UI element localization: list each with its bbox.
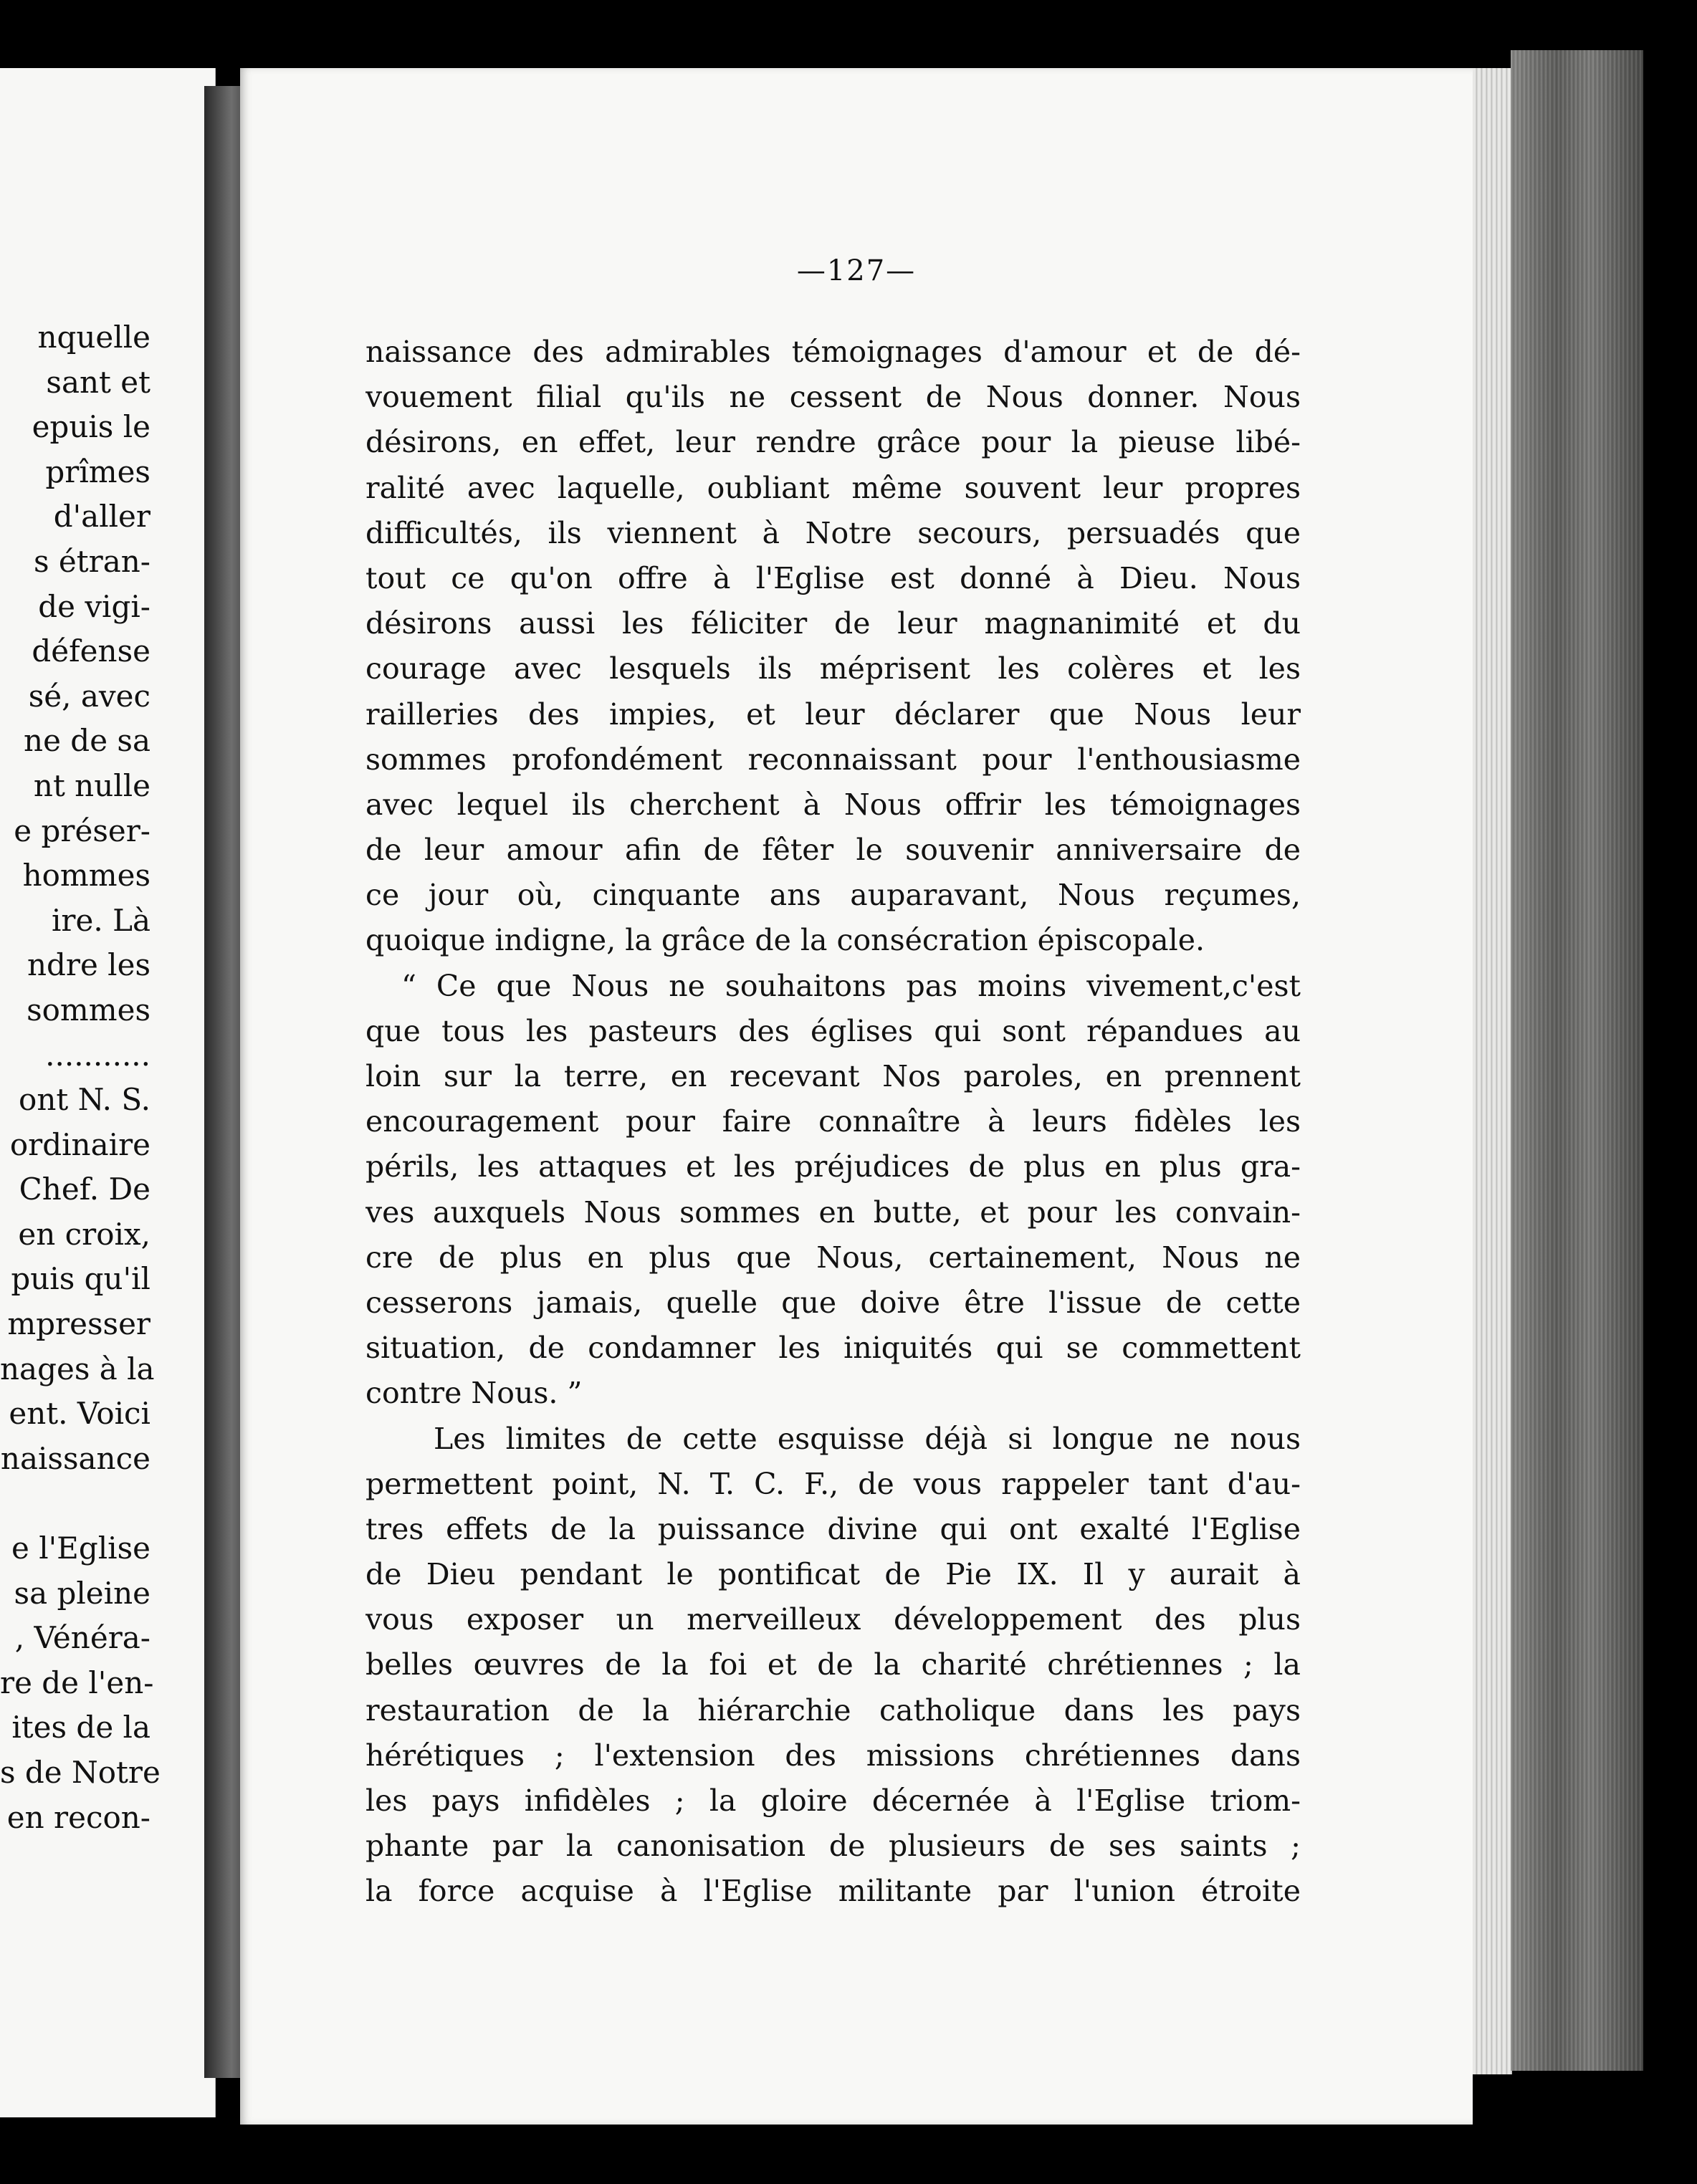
left-line: nages à la (0, 1351, 155, 1386)
left-line: ent. Voici (9, 1396, 150, 1432)
text-line: que tous les pasteurs des églises qui sont répandues au (365, 1013, 1301, 1048)
text-line: périls, les attaques et les préjudices de plus en plus gra- (365, 1149, 1301, 1184)
left-line: défense (32, 633, 150, 669)
text-line: de leur amour afin de fêter le souvenir anniversaire de (365, 833, 1301, 868)
text-line: désirons, en effet, leur rendre grâce pour la pieuse libé- (365, 425, 1301, 460)
text-line: loin sur la terre, en recevant Nos paroles, en prennent (365, 1059, 1301, 1093)
left-line: sant et (46, 364, 150, 400)
text-line: naissance des admirables témoignages d'amour et de dé- (365, 335, 1301, 369)
left-line: nquelle (37, 320, 150, 355)
left-line: en croix, (18, 1216, 150, 1252)
text-line: quoique indigne, la grâce de la consécration épiscopale. (365, 923, 1205, 958)
left-line: puis qu'il (11, 1261, 150, 1297)
left-line: ne de sa (24, 723, 150, 759)
left-line: s de Notre (0, 1755, 161, 1790)
main-page (240, 68, 1473, 2125)
text-line: “ Ce que Nous ne souhaitons pas moins vivement,c'est (401, 968, 1301, 1003)
left-line: hommes (22, 858, 150, 894)
text-line: désirons aussi les féliciter de leur magnanimité et du (365, 606, 1301, 641)
text-line: encouragement pour faire connaître à leurs fidèles les (365, 1104, 1301, 1139)
left-line: e préser- (14, 813, 150, 848)
left-line: s étran- (34, 543, 150, 579)
left-line: de vigi- (38, 588, 150, 624)
left-line: sé, avec (28, 678, 150, 714)
page-number: —127— (796, 254, 917, 287)
left-line: sommes (27, 992, 150, 1028)
text-line: situation, de condamner les iniquités qui se commettent (365, 1331, 1301, 1366)
text-line: de Dieu pendant le pontificat de Pie IX. Il y aurait à (365, 1557, 1301, 1592)
page-stack-edge (1473, 68, 1512, 2074)
text-line: restauration de la hiérarchie catholique dans les pays (365, 1692, 1301, 1728)
left-line: naissance (0, 1440, 150, 1476)
left-line: re de l'en- (0, 1665, 154, 1700)
book-fore-edge (1511, 50, 1643, 2071)
left-line: ........... (45, 1037, 150, 1073)
text-line: belles œuvres de la foi et de la charité chrétiennes ; la (365, 1647, 1301, 1682)
text-line: permettent point, N. T. C. F., de vous rappeler tant d'au- (365, 1466, 1301, 1501)
text-line: phante par la canonisation de plusieurs de ses saints ; (365, 1829, 1301, 1864)
left-line: nt nulle (33, 767, 150, 803)
text-line: sommes profondément reconnaissant pour l'enthousiasme (365, 742, 1301, 777)
left-line: ont N. S. (19, 1082, 150, 1118)
left-line: en recon- (6, 1799, 150, 1835)
text-line: ce jour où, cinquante ans auparavant, Nous reçumes, (365, 878, 1301, 913)
left-page-text (0, 315, 215, 1840)
text-line: les pays infidèles ; la gloire décernée à l'Eglise triom- (365, 1783, 1301, 1818)
body-text (365, 330, 1301, 1915)
left-line: sa pleine (14, 1575, 150, 1611)
text-line: Les limites de cette esquisse déjà si longue ne nous (434, 1421, 1301, 1456)
text-line: ralité avec laquelle, oubliant même souvent leur propres (365, 470, 1301, 505)
text-line: courage avec lesquels ils méprisent les colères et les (365, 651, 1301, 686)
text-line: vous exposer un merveilleux développement des plus (365, 1602, 1301, 1637)
text-line: tout ce qu'on offre à l'Eglise est donné à Dieu. Nous (365, 560, 1301, 595)
left-line: ndre les (27, 947, 150, 983)
text-line: difficultés, ils viennent à Notre secours, persuadés que (365, 515, 1301, 550)
left-line: ire. Là (52, 902, 150, 938)
left-line: , Vénéra- (14, 1620, 150, 1656)
text-line: cesserons jamais, quelle que doive être l'issue de cette (365, 1285, 1301, 1320)
left-line: d'aller (53, 499, 150, 535)
text-line: contre Nous. ” (365, 1376, 583, 1411)
text-line: vouement filial qu'ils ne cessent de Nous donner. Nous (365, 380, 1301, 415)
left-line: epuis le (32, 409, 150, 445)
text-line: ves auxquels Nous sommes en butte, et pour les convain- (365, 1194, 1301, 1230)
left-line: mpresser (7, 1306, 150, 1342)
text-line: cre de plus en plus que Nous, certainement, Nous ne (365, 1240, 1301, 1275)
text-line: avec lequel ils cherchent à Nous offrir les témoignages (365, 787, 1301, 822)
left-line: ordinaire (9, 1126, 150, 1162)
text-line: la force acquise à l'Eglise militante par l'union étroite (365, 1874, 1301, 1909)
left-line (0, 1481, 215, 1526)
left-line: e l'Eglise (11, 1531, 150, 1566)
text-line: hérétiques ; l'extension des missions chrétiennes dans (365, 1738, 1301, 1773)
text-line: railleries des impies, et leur déclarer que Nous leur (365, 696, 1301, 732)
left-line: prîmes (45, 454, 150, 489)
text-line: tres effets de la puissance divine qui ont exalté l'Eglise (365, 1511, 1301, 1546)
left-line: Chef. De (19, 1172, 150, 1207)
left-line: ites de la (11, 1710, 150, 1745)
left-page (0, 68, 216, 2117)
